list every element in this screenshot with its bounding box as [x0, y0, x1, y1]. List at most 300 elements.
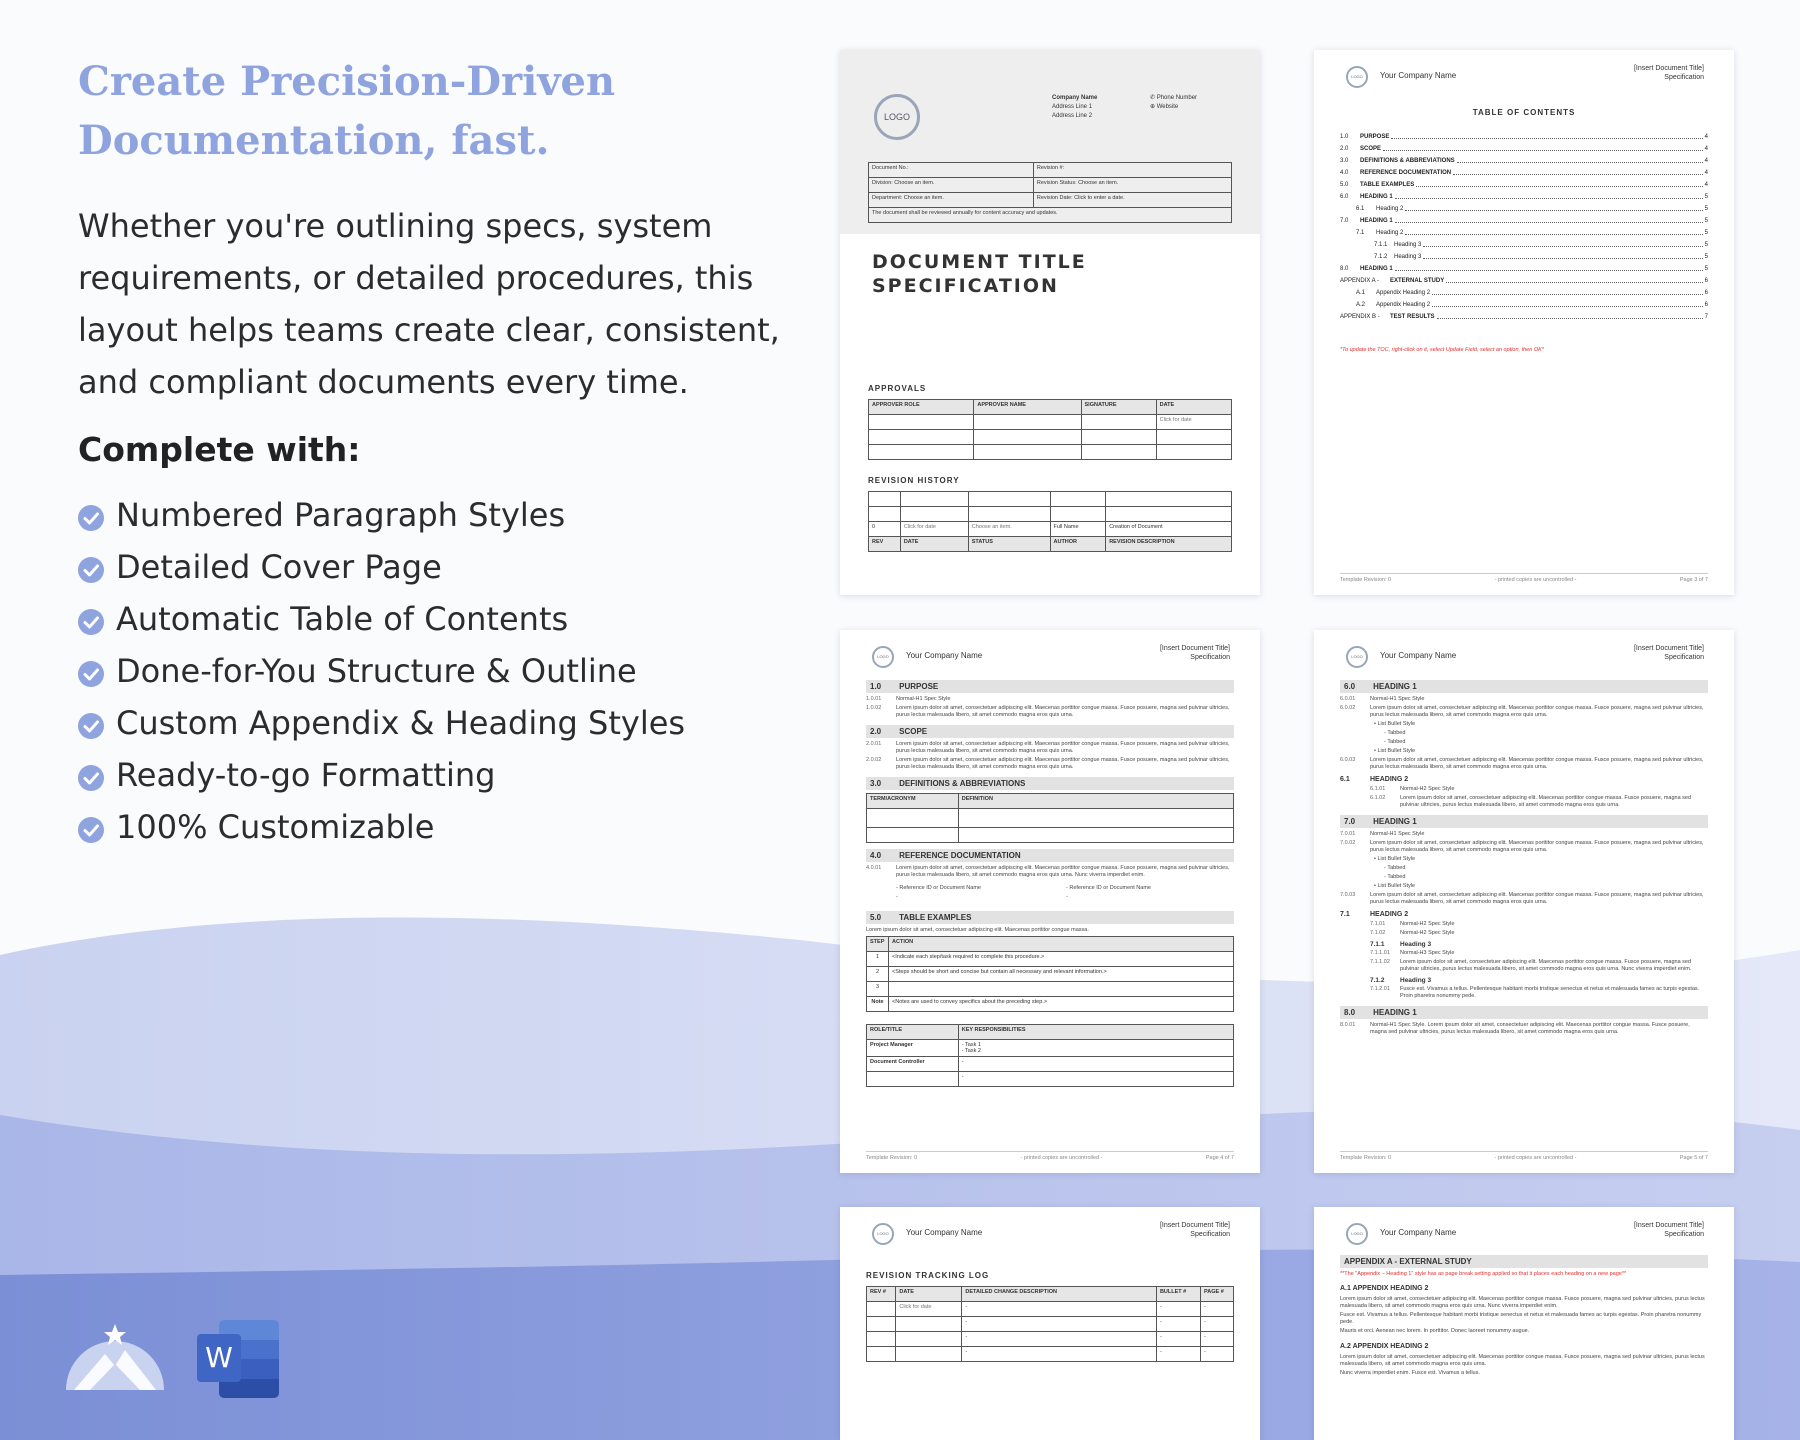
tables-intro: Lorem ipsum dolor sit amet, consectetuer adipiscing elit. Maecenas porttitor congue massa.	[866, 927, 1089, 933]
text: HEADING 2	[1370, 911, 1409, 918]
appendix-note: **The "Appendix – Heading 1" style has as page break setting applied so that it places each heading on a new page**	[1340, 1271, 1627, 1277]
toc-leader	[1446, 275, 1702, 283]
section-heading	[1340, 1006, 1708, 1019]
text: 4.0	[870, 851, 882, 860]
toc-page: 6	[1704, 278, 1708, 284]
feature-label: Custom Appendix & Heading Styles	[116, 704, 686, 742]
toc-entry[interactable]	[1340, 155, 1708, 167]
text: -	[962, 1332, 1157, 1347]
text: Lorem ipsum dolor sit amet, consectetuer adipiscing elit. Maecenas porttitor congue massa. Fusce posuere, magna sed pulvinar ultricies, purus lectus malesuada libero, sit amet commodo magna eros quis urna.	[1400, 795, 1692, 808]
word-icon	[197, 1320, 281, 1398]
text: 7.1.2	[1370, 977, 1385, 984]
text: Fusce est. Vivamus a tellus. Pellentesque habitant morbi tristique senectus et netus et malesuada fames ac turpis egestas. Proin pharetra nonummy pede.	[1400, 986, 1700, 999]
page-number: Page 3 of 7	[1679, 577, 1708, 583]
appendix-heading-2: A.2 APPENDIX HEADING 2	[1340, 1343, 1429, 1350]
lead-paragraph: Whether you're outlining specs, system requirements, or detailed procedures, this layout helps teams create clear, consistent, and compliant documents every time.	[78, 207, 780, 401]
toc-leader	[1457, 155, 1703, 163]
text: 8.0.01	[1340, 1022, 1356, 1028]
toc-entry[interactable]	[1340, 191, 1708, 203]
text: -	[1156, 1302, 1200, 1317]
toc-label: Appendix Heading 2	[1376, 290, 1431, 296]
company-name: Your Company Name	[906, 1228, 983, 1237]
heading-3	[1370, 941, 1708, 948]
toc-label: REFERENCE DOCUMENTATION	[1360, 170, 1452, 176]
toc-leader	[1432, 287, 1703, 295]
text: Lorem ipsum dolor sit amet, consectetuer adipiscing elit. Maecenas porttitor congue massa. Fusce posuere, magna sed pulvinar ultricies, purus lectus malesuada libero, sit amet commodo magna eros quis urna.	[1370, 705, 1704, 718]
text: TERM/ACRONYM	[867, 794, 959, 809]
logo-placeholder: LOGO	[1346, 1223, 1368, 1245]
toc-entry[interactable]	[1340, 251, 1708, 263]
text: 6.1.02	[1370, 795, 1386, 801]
toc-number: APPENDIX A -	[1340, 278, 1380, 284]
check-circle-icon	[78, 661, 104, 687]
text: DEFINITIONS & ABBREVIATIONS	[899, 779, 1026, 788]
toc-number: 7.1.2	[1374, 254, 1388, 260]
page-number: Page 4 of 7	[1205, 1155, 1234, 1161]
text: BULLET #	[1156, 1287, 1200, 1302]
approvals-table	[868, 399, 1232, 460]
toc-entry[interactable]	[1340, 287, 1708, 299]
text: Normal-H1 Spec Style. Lorem ipsum dolor sit amet, consectetuer adipiscing elit. Maecenas porttitor congue massa. Fusce posuere, magna sed pulvinar ultricies, purus lectus malesuada libero, sit amet commodo magna eros quis urna.	[1370, 1022, 1690, 1035]
text: - printed copies are uncontrolled -	[1020, 1155, 1103, 1161]
toc-number: APPENDIX B -	[1340, 314, 1380, 320]
text: 6.0.03	[1340, 757, 1356, 763]
description-cell: Creation of Document	[1106, 522, 1232, 537]
text: DEFINITION	[958, 794, 1233, 809]
approvals-section	[868, 384, 1232, 460]
company-name: Company Name	[1052, 95, 1098, 101]
approver-name-header: APPROVER NAME	[974, 400, 1081, 415]
page-footer	[1340, 573, 1708, 583]
toc-note: *To update the TOC, right-click on it, select Update Field, select an option, then OK*	[1340, 347, 1544, 353]
text: Lorem ipsum dolor sit amet, consectetuer adipiscing elit. Maecenas porttitor congue massa. Fusce posuere, magna sed pulvinar ultricies, purus lectus malesuada libero, sit amet commodo magna eros quis urna.	[896, 705, 1230, 718]
check-circle-icon	[78, 713, 104, 739]
page-header	[840, 1207, 1260, 1251]
logo-placeholder: LOGO	[872, 646, 894, 668]
toc-leader	[1432, 299, 1703, 307]
page-header	[1314, 50, 1734, 94]
toc-title: TABLE OF CONTENTS	[1472, 108, 1576, 117]
doc-title: [Insert Document Title]	[1633, 65, 1704, 72]
approver-role-header: APPROVER ROLE	[869, 400, 974, 415]
text: Tabbed	[1387, 739, 1406, 745]
text: Lorem ipsum dolor sit amet, consectetuer adipiscing elit. Maecenas porttitor congue massa. Fusce posuere, magna sed pulvinar ultricies, purus lectus malesuada libero, sit amet commodo magna eros quis urna. Nunc viverra imperdiet enim.	[1400, 959, 1692, 972]
logo-placeholder: LOGO	[1346, 66, 1368, 88]
page-toc	[1314, 50, 1734, 595]
text: ACTION	[889, 937, 1234, 952]
text: Document Controller	[867, 1057, 959, 1072]
toc-entry[interactable]	[1340, 275, 1708, 287]
text: 7.1.1.02	[1370, 959, 1390, 965]
division: Division: Choose an item.	[869, 178, 1034, 193]
text: 1.0.02	[866, 705, 882, 711]
toc-page: 4	[1704, 134, 1708, 140]
toc-page: 5	[1704, 242, 1708, 248]
text: Normal-H3 Spec Style	[1400, 950, 1455, 956]
toc-leader	[1383, 143, 1703, 151]
text: 7.0	[1344, 817, 1356, 826]
text: TABLE EXAMPLES	[899, 913, 972, 922]
company-name: Your Company Name	[1380, 1228, 1457, 1237]
text: 3.0	[870, 779, 882, 788]
document-title	[1634, 644, 1704, 662]
word-letter: W	[197, 1334, 241, 1382]
text: Fusce est. Vivamus a tellus. Pellentesque habitant morbi tristique senectus et netus et malesuada fames ac turpis egestas. Proin pharetra nonummy pede.	[1340, 1312, 1702, 1325]
toc-page: 7	[1704, 314, 1708, 320]
page-footer	[866, 1151, 1234, 1161]
text: Lorem ipsum dolor sit amet, consectetuer adipiscing elit. Maecenas porttitor congue massa. Fusce posuere, magna sed pulvinar ultricies, purus lectus malesuada libero, sit amet commodo magna eros quis urna.	[1370, 757, 1704, 770]
check-circle-icon	[78, 557, 104, 583]
toc-number: 2.0	[1340, 146, 1349, 152]
appendix-heading: APPENDIX A - EXTERNAL STUDY	[1340, 1255, 1708, 1268]
feature-item	[78, 645, 798, 697]
doc-title: [Insert Document Title]	[1159, 645, 1230, 652]
doc-subtitle: Specification	[1664, 74, 1704, 81]
toc-page: 4	[1704, 158, 1708, 164]
toc-leader	[1423, 239, 1702, 247]
document-control-table	[868, 162, 1232, 223]
text: <Steps should be short and concise but contain all necessary and relevant information.>	[889, 967, 1234, 982]
company-contact	[1150, 94, 1197, 112]
definitions-table	[866, 793, 1234, 843]
page-body-1	[840, 630, 1260, 1173]
logo-placeholder: LOGO	[874, 94, 920, 140]
cover-title	[840, 234, 1260, 298]
toc-entry[interactable]	[1340, 299, 1708, 311]
toc-page: 6	[1704, 302, 1708, 308]
text: Specification	[1190, 1231, 1230, 1238]
revision-log-table	[866, 1286, 1234, 1362]
company-name: Your Company Name	[906, 651, 983, 660]
page-footer	[1340, 1151, 1708, 1161]
text: Lorem ipsum dolor sit amet, consectetuer adipiscing elit. Maecenas porttitor congue massa. Fusce posuere, magna sed pulvinar ultricies, purus lectus malesuada libero, sit amet commodo magna eros quis urna.	[1340, 1354, 1705, 1367]
section-heading	[1340, 680, 1708, 693]
text: -	[1156, 1347, 1200, 1362]
toc-page: 5	[1704, 206, 1708, 212]
toc-entry[interactable]	[1340, 131, 1708, 143]
document-title	[1634, 64, 1704, 82]
toc-label: DEFINITIONS & ABBREVIATIONS	[1360, 158, 1455, 164]
toc-page: 4	[1704, 182, 1708, 188]
roles-table	[866, 1024, 1234, 1087]
check-circle-icon	[78, 817, 104, 843]
text: List Bullet Style	[1377, 856, 1416, 862]
toc-label: Heading 3	[1394, 254, 1422, 260]
text: -	[962, 1302, 1157, 1317]
toc-label: EXTERNAL STUDY	[1390, 278, 1445, 284]
toc-number: A.1	[1356, 290, 1366, 296]
revision-history-table	[868, 491, 1232, 552]
text: - printed copies are uncontrolled -	[1494, 1155, 1577, 1161]
feature-label: Automatic Table of Contents	[116, 600, 569, 638]
text: 6.1	[1340, 776, 1350, 783]
toc-number: 8.0	[1340, 266, 1349, 272]
text: 2.0.01	[866, 741, 882, 747]
toc-number: A.2	[1356, 302, 1366, 308]
text: -	[1200, 1332, 1233, 1347]
text: <Notes are used to convey specifics about the preceding step.>	[889, 997, 1234, 1012]
toc-leader	[1391, 131, 1702, 139]
feature-label: Detailed Cover Page	[116, 548, 442, 586]
page-header	[1314, 630, 1734, 674]
page-cover	[840, 50, 1260, 595]
text: KEY RESPONSIBILITIES	[958, 1025, 1233, 1040]
revision-history-section	[868, 476, 1232, 552]
toc-leader	[1453, 167, 1703, 175]
toc-page: 5	[1704, 254, 1708, 260]
toc-label: Heading 2	[1376, 206, 1404, 212]
text: Normal-H2 Spec Style	[1400, 930, 1455, 936]
text: 7.1.1.01	[1370, 950, 1390, 956]
revision-status: Revision Status: Choose an item.	[1033, 178, 1231, 193]
text: 6.0	[1344, 682, 1356, 691]
headline-line-2: Documentation, fast.	[78, 117, 550, 164]
toc-entry[interactable]	[1340, 203, 1708, 215]
text: Tabbed	[1387, 874, 1406, 880]
text: REFERENCE DOCUMENTATION	[899, 851, 1021, 860]
text: Lorem ipsum dolor sit amet, consectetuer adipiscing elit. Maecenas porttitor congue massa. Fusce posuere, magna sed pulvinar ultricies, purus lectus malesuada libero, sit amet commodo magna eros quis urna.	[896, 741, 1230, 754]
text: 1.0.01	[866, 696, 882, 702]
toc-label: HEADING 1	[1360, 218, 1393, 224]
text: 7.0.02	[1340, 840, 1356, 846]
document-title	[1634, 1221, 1704, 1239]
toc-leader	[1395, 191, 1703, 199]
department: Department: Choose an item.	[869, 193, 1034, 208]
footer-left: Template Revision: 0	[1340, 577, 1392, 583]
feature-item	[78, 749, 798, 801]
text: Lorem ipsum dolor sit amet, consectetuer adipiscing elit. Maecenas porttitor congue massa. Fusce posuere, magna sed pulvinar ultricies, purus lectus malesuada libero, sit amet commodo magna eros quis urna. Nunc viverra imperdiet enim.	[1340, 1296, 1705, 1309]
toc-page: 4	[1704, 146, 1708, 152]
page-header	[840, 630, 1260, 674]
toc-leader	[1405, 203, 1702, 211]
logo-placeholder: LOGO	[872, 1223, 894, 1245]
text: Lorem ipsum dolor sit amet, consectetuer adipiscing elit. Maecenas porttitor congue massa. Fusce posuere, magna sed pulvinar ultricies, purus lectus malesuada libero, sit amet commodo magna eros quis urna.	[1370, 892, 1704, 905]
check-circle-icon	[78, 609, 104, 635]
text: List Bullet Style	[1377, 721, 1416, 727]
toc-label: TABLE EXAMPLES	[1360, 182, 1415, 188]
text: Template Revision: 0	[1340, 1155, 1392, 1161]
section-heading	[866, 725, 1234, 738]
feature-item	[78, 801, 798, 853]
text: Template Revision: 0	[866, 1155, 918, 1161]
text: 4.0.01	[866, 865, 882, 871]
text: 7.1	[1340, 911, 1350, 918]
toc-entry[interactable]	[1340, 179, 1708, 191]
click-for-date: Click for date	[1156, 415, 1231, 430]
text: 2.0.02	[866, 757, 882, 763]
toc-label: PURPOSE	[1360, 134, 1390, 140]
text: Tabbed	[1387, 865, 1406, 871]
headline-line-1: Create Precision-Driven	[78, 58, 616, 105]
website: Website	[1156, 104, 1179, 110]
text: Nunc viverra imperdiet enim. Fusce est. Vivamus a tellus.	[1340, 1370, 1480, 1376]
text: [Insert Document Title]	[1633, 645, 1704, 652]
toc-number: 1.0	[1340, 134, 1349, 140]
text: 6.1.01	[1370, 786, 1386, 792]
heading-3	[1370, 977, 1708, 984]
text: [Insert Document Title]	[1633, 1222, 1704, 1229]
text	[889, 982, 1234, 997]
toc-entry[interactable]	[1340, 227, 1708, 239]
feature-item	[78, 593, 798, 645]
text: Normal-H1 Spec Style	[1370, 831, 1425, 837]
phone-icon: ✆	[1150, 95, 1156, 101]
page-body-2: LOGO Your Company Name [Insert Document Title] Specification 6.0 HEADING 1 6.0.01 Normal-H1 Spec Style 6.0.02 Lorem ipsum dolor sit amet, consectetuer adipiscing elit. Maecenas porttitor congue massa. Fusce posuere, magna sed pulvinar ultricies, purus lectus malesuada libero, sit amet commodo magna eros quis urna. • List Bullet Style - Tabbed - Tabbed • List Bullet Style 6.0.03 Lorem ipsum dolor sit amet, consectetuer adipiscing elit. Maecenas porttitor congue massa. Fusce posuere, magna sed pulvinar ultricies, purus lectus malesuada libero, sit amet commodo magna eros quis urna. 6.1 HEADING 2 6.1.01 Normal-H2 Spec Style 6.1.02 Lorem ipsum dolor sit amet, consectetuer adipiscing elit. Maecenas porttitor congue massa. Fusce posuere, magna sed pulvinar ultricies, purus lectus malesuada libero, sit amet commodo magna eros quis urna. 7.0 HEADING 1 7.0.01 Normal-H1 Spec Style 7.0.02 Lorem ipsum dolor sit amet, consectetuer adipiscing elit. Maecenas porttitor congue massa. Fusce posuere, magna sed pulvinar ultricies, purus lectus malesuada libero, sit amet commodo magna eros quis urna. • List Bullet Style - Tabbed - Tabbed • List Bullet Style 7.0.03 Lorem ipsum dolor sit amet, consectetuer adipiscing elit. Maecenas porttitor congue massa. Fusce posuere, magna sed pulvinar ultricies, purus lectus malesuada libero, sit amet commodo magna eros quis urna. 7.1 HEADING 2 7.1.01 Normal-H2 Spec Style 7.1.02 Normal-H2 Spec Style 7.1.1 Heading 3 7.1.1.01 Normal-H3 Spec Style 7.1.1.02 Lorem ipsum dolor sit amet, consectetuer adipiscing elit. Maecenas porttitor congue massa. Fusce posuere, magna sed pulvinar ultricies, purus lectus malesuada libero, sit amet commodo magna eros quis urna. Nunc viverra imperdiet enim. 7.1.2 Heading 3 7.1.2.01 Fusce est. Vivamus a tellus. Pellentesque habitant morbi tristique senectus et netus et malesuada fames ac turpis egestas. Proin pharetra nonummy pede. 8.0 HEADING 1 8.0.01 Normal-H1 Spec Style. Lorem ipsum dolor sit amet, consectetuer adipiscing elit. Maecenas porttitor congue massa. Fusce posuere, magna sed pulvinar ultricies, purus lectus malesuada libero, sit amet commodo magna eros quis urna. Template Revision: 0 - printed copies are uncontrolled - Page 5 of 7	[1314, 630, 1734, 1173]
toc-leader	[1395, 215, 1703, 223]
toc-entry[interactable]	[1340, 167, 1708, 179]
text: REV #	[867, 1287, 896, 1302]
text: DETAILED CHANGE DESCRIPTION	[962, 1287, 1157, 1302]
logo-placeholder: LOGO	[1346, 646, 1368, 668]
text: -	[962, 1317, 1157, 1332]
globe-icon: ⊕	[1150, 104, 1156, 110]
text: Normal-H1 Spec Style	[896, 696, 951, 702]
check-circle-icon	[78, 505, 104, 531]
toc-label: HEADING 1	[1360, 266, 1393, 272]
document-title	[1160, 1221, 1230, 1239]
toc-page: 5	[1704, 266, 1708, 272]
section-heading	[866, 777, 1234, 790]
text: 7.1.02	[1370, 930, 1386, 936]
signature-header: SIGNATURE	[1081, 400, 1156, 415]
text: Click for date	[896, 1302, 962, 1317]
text: -	[958, 1057, 1233, 1072]
toc-page: 5	[1704, 218, 1708, 224]
text: Lorem ipsum dolor sit amet, consectetuer adipiscing elit. Maecenas porttitor congue massa. Fusce posuere, magna sed pulvinar ultricies, purus lectus malesuada libero, sit amet commodo magna eros quis urna.	[896, 757, 1230, 770]
toc-leader	[1437, 311, 1703, 319]
text: 7.1.01	[1370, 921, 1386, 927]
toc-entry[interactable]	[1340, 143, 1708, 155]
revision-date: Revision Date: Click to enter a date.	[1033, 193, 1231, 208]
text: 6.0.02	[1340, 705, 1356, 711]
text: 6.0.01	[1340, 696, 1356, 702]
text: Heading 3	[1400, 977, 1432, 984]
text: Heading 3	[1400, 941, 1432, 948]
steps-table	[866, 936, 1234, 1012]
toc-label: Heading 2	[1376, 230, 1404, 236]
heading-2	[1340, 776, 1708, 783]
toc-number: 7.0	[1340, 218, 1349, 224]
mountain-logo-icon	[60, 1310, 170, 1394]
text: 2.0	[870, 727, 882, 736]
text: - Task 1	[961, 1042, 981, 1048]
section-heading	[1340, 815, 1708, 828]
company-name: Your Company Name	[1380, 71, 1457, 80]
cover-header	[840, 50, 1260, 234]
text: Project Manager	[867, 1040, 959, 1057]
text: - Task 2	[961, 1048, 981, 1054]
date-header: DATE	[900, 537, 968, 552]
date-cell: Click for date	[900, 522, 968, 537]
toc-label: SCOPE	[1360, 146, 1382, 152]
text: 1.0	[870, 682, 882, 691]
headline	[78, 52, 798, 170]
text: DATE	[896, 1287, 962, 1302]
toc-page: 5	[1704, 230, 1708, 236]
title-line-2: SPECIFICATION	[872, 275, 1059, 297]
text: ROLE/TITLE	[867, 1025, 959, 1040]
feature-label: Ready-to-go Formatting	[116, 756, 496, 794]
text: [Insert Document Title]	[1159, 1222, 1230, 1229]
toc-label: Heading 3	[1394, 242, 1422, 248]
toc-label: TEST RESULTS	[1390, 314, 1435, 320]
text: 7.0.03	[1340, 892, 1356, 898]
text: 7.0.01	[1340, 831, 1356, 837]
text: <Indicate each step/task required to complete this procedure.>	[889, 952, 1234, 967]
doc-no: Document No.:	[869, 163, 1034, 178]
section-heading	[866, 849, 1234, 862]
status-header: STATUS	[968, 537, 1050, 552]
toc-leader	[1395, 263, 1703, 271]
approvals-title: APPROVALS	[868, 384, 927, 393]
rev-header: REV	[869, 537, 901, 552]
text: - Reference ID or Document Name	[1066, 885, 1151, 891]
text: Normal-H2 Spec Style	[1400, 786, 1455, 792]
text: -	[958, 1072, 1233, 1087]
text: HEADING 1	[1373, 682, 1417, 691]
check-circle-icon	[78, 765, 104, 791]
toc-number: 7.1.1	[1374, 242, 1388, 248]
toc-number: 6.0	[1340, 194, 1349, 200]
review-note: The document shall be reviewed annually for content accuracy and updates.	[869, 208, 1232, 223]
text: - Reference ID or Document Name	[896, 885, 981, 891]
section-heading	[866, 680, 1234, 693]
text: -	[1200, 1347, 1233, 1362]
toc-page: 5	[1704, 194, 1708, 200]
address-line-2: Address Line 2	[1052, 113, 1093, 119]
text: 8.0	[1344, 1008, 1356, 1017]
text: Normal-H2 Spec Style	[1400, 921, 1455, 927]
document-title	[1160, 644, 1230, 662]
text: SCOPE	[899, 727, 928, 736]
toc-entry[interactable]	[1340, 215, 1708, 227]
text: Lorem ipsum dolor sit amet, consectetuer adipiscing elit. Maecenas porttitor congue massa. Fusce posuere, magna sed pulvinar ultricies, purus lectus malesuada libero, sit amet commodo magna eros quis urna.	[1370, 840, 1704, 853]
company-name: Your Company Name	[1380, 651, 1457, 660]
text: HEADING 1	[1373, 817, 1417, 826]
author-cell: Full Name	[1050, 522, 1106, 537]
text: 1	[867, 952, 889, 967]
toc-number: 6.1	[1356, 206, 1365, 212]
text: Tabbed	[1387, 730, 1406, 736]
title-line-1: DOCUMENT TITLE	[872, 251, 1087, 273]
text: STEP	[867, 937, 889, 952]
text: -	[1066, 894, 1068, 900]
section-heading	[866, 911, 1234, 924]
text: HEADING 1	[1373, 1008, 1417, 1017]
toc-page: 4	[1704, 170, 1708, 176]
toc-number: 4.0	[1340, 170, 1349, 176]
text: Normal-H1 Spec Style	[1370, 696, 1425, 702]
toc-leader	[1423, 251, 1702, 259]
text: Lorem ipsum dolor sit amet, consectetuer adipiscing elit. Maecenas porttitor congue massa. Fusce posuere, magna sed pulvinar ultricies, purus lectus malesuada libero, sit amet commodo magna eros quis urna. Nunc viverra imperdiet enim.	[896, 865, 1230, 878]
revision-history-title: REVISION HISTORY	[868, 476, 960, 485]
toc-page: 6	[1704, 290, 1708, 296]
text: 3	[867, 982, 889, 997]
marketing-copy	[78, 52, 798, 853]
feature-label: 100% Customizable	[116, 808, 435, 846]
address-line-1: Address Line 1	[1052, 104, 1093, 110]
toc-entry[interactable]	[1340, 239, 1708, 251]
toc-number: 5.0	[1340, 182, 1349, 188]
rev-cell: 0	[869, 522, 901, 537]
toc-entry[interactable]	[1340, 263, 1708, 275]
toc-entry[interactable]	[1340, 311, 1708, 323]
feature-item	[78, 697, 798, 749]
text: HEADING 2	[1370, 776, 1409, 783]
feature-item	[78, 541, 798, 593]
page-revision-log	[840, 1207, 1260, 1440]
revision-log-title: REVISION TRACKING LOG	[866, 1271, 990, 1280]
